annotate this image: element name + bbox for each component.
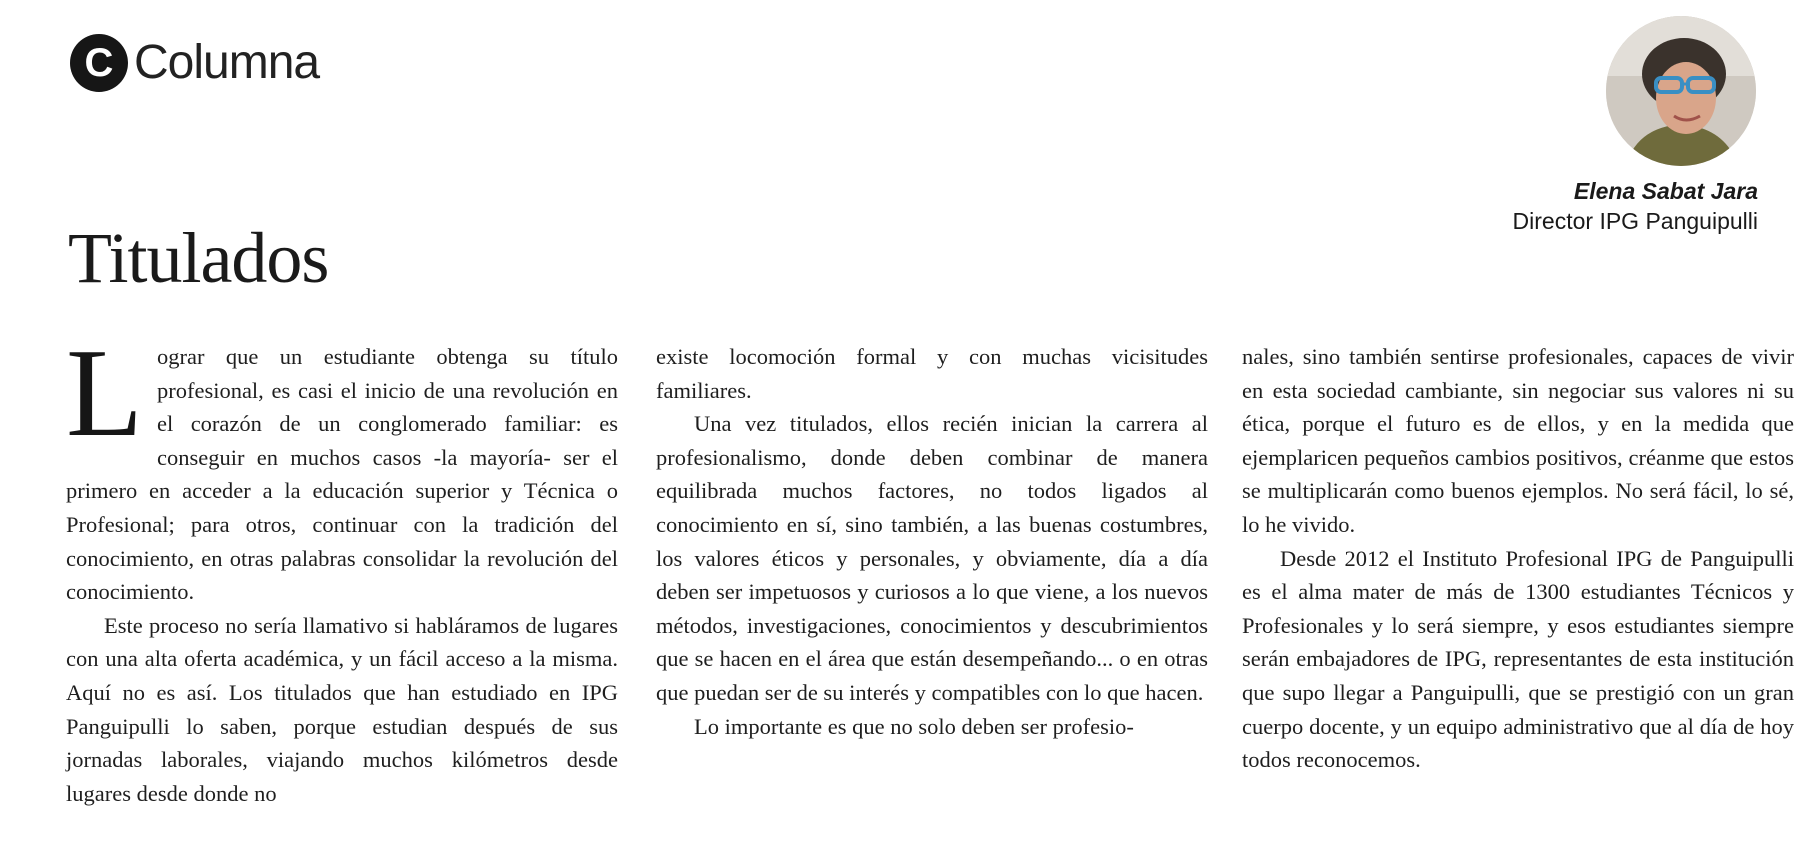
- article-column-3: [1242, 340, 1794, 777]
- article-column-1: [66, 324, 618, 810]
- article-paragraph: nales, sino también sentirse profesionales, capaces de vivir en esta sociedad cambiante, sin negociar sus valores ni su ética, porque el futuro es de ellos, y en la medida que ejemplaricen pequeños cambios positivos, créanme que estos se multiplicarán como buenos ejemplos. No será fácil, lo sé, lo he vivido.: [1242, 344, 1794, 537]
- section-title: Columna: [134, 36, 320, 89]
- author-portrait-icon: [1606, 16, 1756, 166]
- section-badge-icon: C: [70, 34, 128, 92]
- section-header: [70, 34, 319, 92]
- article-paragraph: Lo importante es que no solo deben ser profesio-: [694, 713, 1134, 739]
- article-paragraph: Una vez titulados, ellos recién inician la carrera al profesionalismo, donde deben combinar de manera equilibrada muchos factores, no todos ligados al conocimiento en sí, sino también, a las buenas costumbres, los valores éticos y personales, y obviamente, día a día deben ser impetuosos y curiosos a lo que viene, a los nuevos métodos, investigaciones, conocimientos y descubrimientos que se hacen en el área que están desempeñando... o en otras que puedan ser de su interés y compatibles con lo que hacen.: [656, 411, 1208, 705]
- headline: Titulados: [68, 218, 329, 298]
- article-column-2: [656, 340, 1208, 743]
- article-paragraph: Este proceso no sería llamativo si habláramos de lugares con una alta oferta académica, y un fácil acceso a la misma. Aquí no es así. Los titulados que han estudiado en IPG Panguipulli lo saben, porque estudian después de sus jornadas laborales, viajando muchos kilómetros desde lugares desde donde no: [66, 612, 618, 806]
- paragraph-text: ograr que un estudiante obtenga su título profesional, es casi el inicio de una revolución en el corazón de un conglomerado familiar: es conseguir en muchos casos -la mayoría- ser el primero en acceder a la educación superior y Técnica o Profesional; para otros, continuar con la tradición del conocimiento, en otras palabras consolidar la revolución del conocimiento.: [66, 344, 618, 605]
- author-name: Elena Sabat Jara: [1573, 178, 1758, 204]
- author-byline: [1513, 176, 1758, 236]
- article-paragraph: existe locomoción formal y con muchas vicisitudes familiares.: [656, 344, 1208, 403]
- article-paragraph: [66, 324, 618, 609]
- article-paragraph: Desde 2012 el Instituto Profesional IPG de Panguipulli es el alma mater de más de 1300 estudiantes Técnicos y Profesionales y lo será siempre, y esos estudiantes siempre serán embajadores de IPG, representantes de esta institución que supo llegar a Panguipulli, que se prestigió con un gran cuerpo docente, y un equipo administrativo que al día de hoy todos reconocemos.: [1242, 545, 1794, 773]
- author-role: Director IPG Panguipulli: [1512, 208, 1758, 234]
- drop-cap: L: [66, 324, 143, 463]
